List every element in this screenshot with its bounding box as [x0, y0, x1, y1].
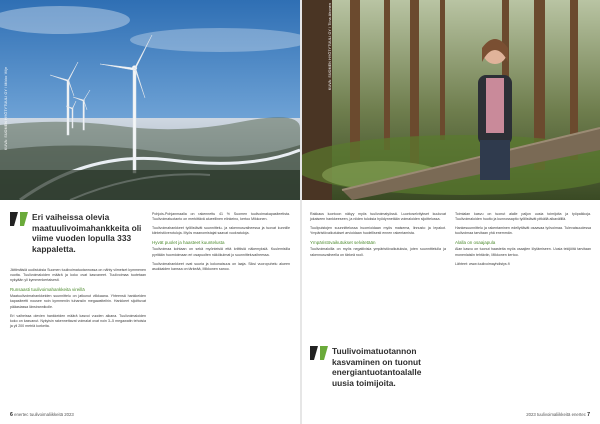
- paragraph: Tuulivoimahankkeet ovat suuria ja kokonaisuus on laaja. Siksi vuoropuhelu alueen asukkaiden kanssa on tärkeää, Mikkonen sanoo.: [152, 261, 290, 271]
- forest-portrait-illustration: [302, 0, 600, 200]
- paragraph: Maatuulivoimahankkeiden suunnittelu on jatkunut vilkkaana. Yhteensä hankkeiden kapasiteetti nousee noin kymmeniin tuhansiin megawatteihin. Hankkeet sijoittuvat pääasiassa länsirannikolle.: [10, 294, 146, 309]
- paragraph: Alan kasvu on tuonut haasteita myös osaajien löytämiseen. Uusia tekijöitä tarvitaan monenlaisiin tehtäviin, Mikkonen kertoo.: [455, 247, 591, 257]
- subheading: Alalla on osaajapula: [455, 240, 496, 246]
- right-column-2: [455, 212, 591, 271]
- right-pull-quote-text: Tuulivoimatuotannon kasvaminen on tuonut energiantuotantoalalle uusia toimijoita.: [332, 346, 422, 388]
- right-photo-credit: KUVA: SUOMEN HYÖTYTUULI OY / Tiina Ahonen: [328, 2, 332, 90]
- paragraph: Toimialan kasvu on tuonut alalle paljon uusia toimijoita ja työpaikkoja. Tuulivoimaloiden huolto ja kunnossapito työllistävät pitkällä aikavälillä.: [455, 212, 591, 222]
- subheading: Ympäristövaikutukset selvitetään: [310, 240, 376, 246]
- subheading: Runsaasti tuulivoimahankkeita vireillä: [10, 287, 85, 293]
- paragraph: Eri vaiheissa olevien hankkeiden määrä kasvoi vuoden aikana. Tuulivoimaloiden koko on kasvanut. Nykyisin rakennettavat voimalat ovat noin 3–5 megawatin tehoisia ja yli 200 metriä korkeita.: [10, 313, 146, 328]
- left-footer: [10, 412, 74, 418]
- paragraph: Hankesuunnittelu ja rakentaminen edellyttävät osaavaa työvoimaa. Tulevaisuudessa tuulivoimaa tarvitaan yhä enemmän.: [455, 226, 591, 236]
- source-link[interactable]: Lähteet: www.tuulivoimayhdistys.fi: [455, 261, 510, 266]
- wind-turbine-illustration: [0, 0, 300, 200]
- paragraph: Rakkaus luontoon näkyy myös tuulivoimatyössä. Luontoselvitykset kuuluvat jokaiseen hankkeeseen, ja niiden tuloksia hyödynnetään voimaloiden sijoittelussa.: [310, 212, 446, 222]
- paragraph: Pohjois-Pohjanmaalla on rakennettu 41 % Suomen tuulivoimakapasiteetista. Tuulivoimatuotanto on merkittävä alueellinen elinkeino, kertoo Mikkonen.: [152, 212, 290, 222]
- paragraph: Jättimäisiä uudistuksia Suomen tuulivoimatuotannossa on nähty viimeiset kymmenen vuotta. Tuulivoimaloiden määrä ja koko ovat kasvaneet. Tuulivoimaa tuotetaan nykyään yli kymmenkertaisesti.: [10, 268, 146, 283]
- forest-portrait-photo: [302, 0, 600, 200]
- wind-turbine-photo: [0, 0, 300, 200]
- left-pull-quote-text: Eri vaiheissa olevia maatuulivoimahankkeita oli viime vuoden lopulla 333 kappaletta.: [32, 212, 142, 254]
- left-photo-credit: KUVA: SUOMEN HYÖTYTUULI OY / Mikko Vilje: [4, 66, 8, 150]
- left-column-2: [152, 212, 290, 276]
- right-page-number: 7: [587, 412, 590, 418]
- paragraph: Tuulivoimaloilla on myös negatiivisia ympäristövaikutuksia, joten suunnittelulla ja rakennusvaiheella on tärkeä rooli.: [310, 247, 446, 257]
- right-footer-text: 2023 tuulivoimaliikkeitä enertec: [526, 412, 586, 417]
- paragraph: Tuulipuistojen suunnittelussa huomioidaan myös maisema, linnusto ja lepakot. Ympäristövaikutukset arvioidaan huolellisesti ennen rakentamista.: [310, 226, 446, 236]
- left-column-1: [10, 268, 146, 333]
- right-footer: [526, 412, 590, 418]
- quote-mark-icon: [10, 212, 30, 226]
- left-page-number: 6: [10, 412, 13, 418]
- right-column-1: [310, 212, 446, 262]
- left-footer-text: enertec tuulivoimaliikkeitä 2023: [14, 412, 74, 417]
- paragraph: Tuulivoimahankkeet työllistävät suunnittelu- ja rakennusvaiheessa ja tuovat kunnille kiinteistöverotuloja. Myös maanomistajat saavat vuokratuloja.: [152, 226, 290, 236]
- quote-mark-icon: [310, 346, 330, 360]
- paragraph: Tuulivoimaa kohtaan on sekä myönteisiä että kriittisiä näkemyksiä. Kuulemisilla pyritään huomioimaan eri osapuolten näkökulmat jo suunnitteluvaiheessa.: [152, 247, 290, 257]
- subheading: Hyvät puolet ja haasteet kuuntelusta: [152, 240, 225, 246]
